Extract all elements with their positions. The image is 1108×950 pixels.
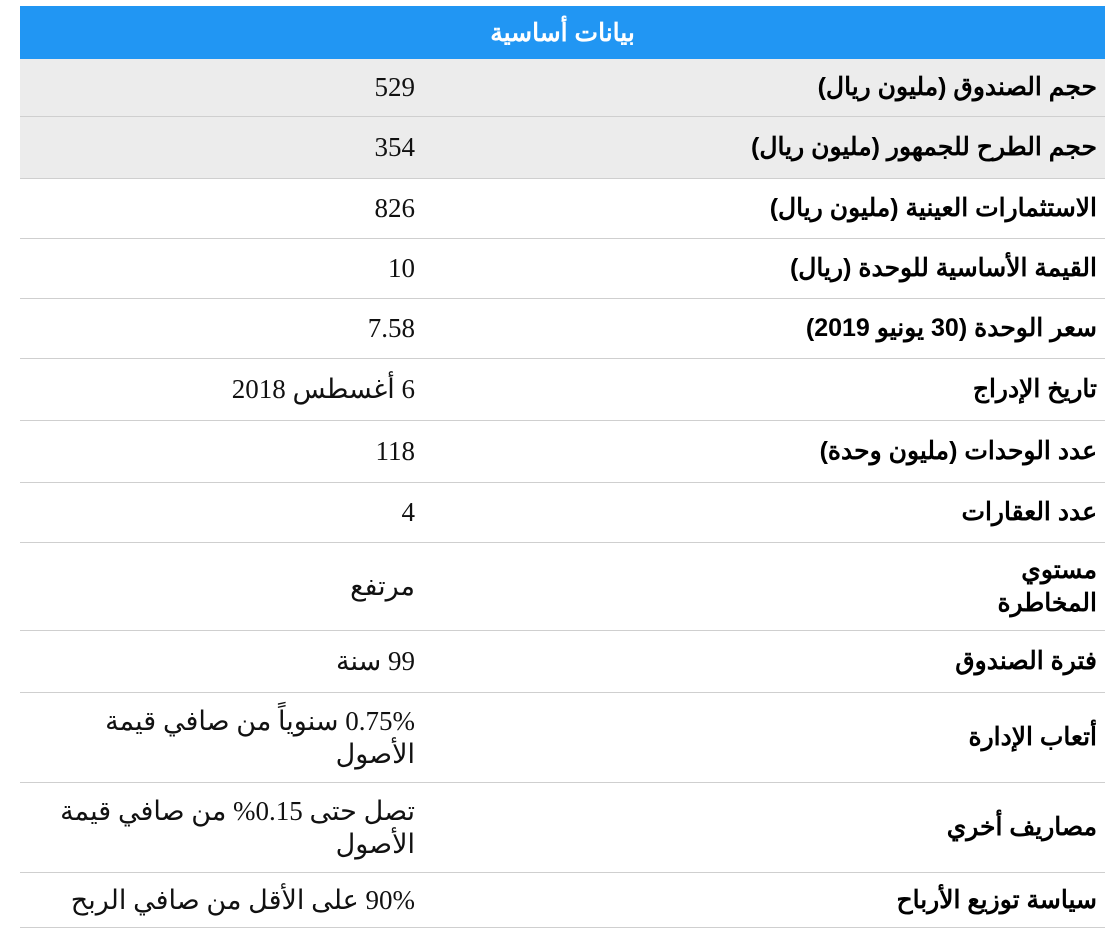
table-row-public-offering: [20, 117, 1105, 179]
row-value: 7.58: [367, 313, 415, 344]
row-label: الاستثمارات العينية (مليون ريال): [769, 194, 1097, 223]
row-label: أتعاب الإدارة: [968, 723, 1097, 752]
table-row-risk-level: [20, 543, 1105, 631]
table-row-fund-term: [20, 631, 1105, 693]
table-row-other-expenses: [20, 783, 1105, 873]
row-label: عدد الوحدات (مليون وحدة): [819, 437, 1097, 466]
table-row-fund-size: [20, 59, 1105, 117]
row-label: القيمة الأساسية للوحدة (ريال): [789, 254, 1097, 283]
row-label: سعر الوحدة (30 يونيو 2019): [805, 314, 1097, 343]
row-value: 354: [374, 132, 415, 163]
row-value: [20, 693, 425, 782]
row-label: [425, 543, 1105, 630]
table-title: بيانات أساسية: [490, 18, 635, 47]
row-label: حجم الطرح للجمهور (مليون ريال): [751, 133, 1097, 162]
risk-level-label: مستوي المخاطرة: [997, 556, 1097, 617]
row-value: 99 سنة: [336, 646, 415, 677]
row-value: 4: [401, 497, 415, 528]
row-value: [20, 783, 425, 872]
row-label: عدد العقارات: [961, 498, 1097, 527]
row-value: 10: [388, 253, 415, 284]
other-expenses-value: تصل حتى 0.15% من صافي قيمة الأصول: [60, 796, 415, 859]
row-value: 90% على الأقل من صافي الربح: [70, 884, 415, 915]
table-row-listing-date: [20, 359, 1105, 421]
table-row-units-count: [20, 421, 1105, 483]
table-row-dividend-policy: [20, 873, 1105, 928]
management-fees-value: 0.75% سنوياً من صافي قيمة الأصول: [105, 706, 415, 769]
row-value: مرتفع: [350, 571, 415, 602]
table-row-properties-count: [20, 483, 1105, 543]
table-header: [20, 6, 1105, 59]
table-row-unit-price: [20, 299, 1105, 359]
row-value: 826: [374, 193, 415, 224]
row-label: حجم الصندوق (مليون ريال): [817, 73, 1097, 102]
row-label: فترة الصندوق: [955, 647, 1097, 676]
row-label: سياسة توزيع الأرباح: [896, 885, 1097, 914]
row-value: 118: [375, 436, 415, 467]
row-value: 529: [374, 72, 415, 103]
table-row-in-kind-investments: [20, 179, 1105, 239]
table-row-management-fees: [20, 693, 1105, 783]
row-label: تاريخ الإدراج: [972, 375, 1097, 404]
row-label: مصاريف أخري: [946, 813, 1097, 842]
basic-data-table: [20, 6, 1105, 928]
row-value: 6 أغسطس 2018: [231, 374, 415, 405]
table-row-unit-base-value: [20, 239, 1105, 299]
